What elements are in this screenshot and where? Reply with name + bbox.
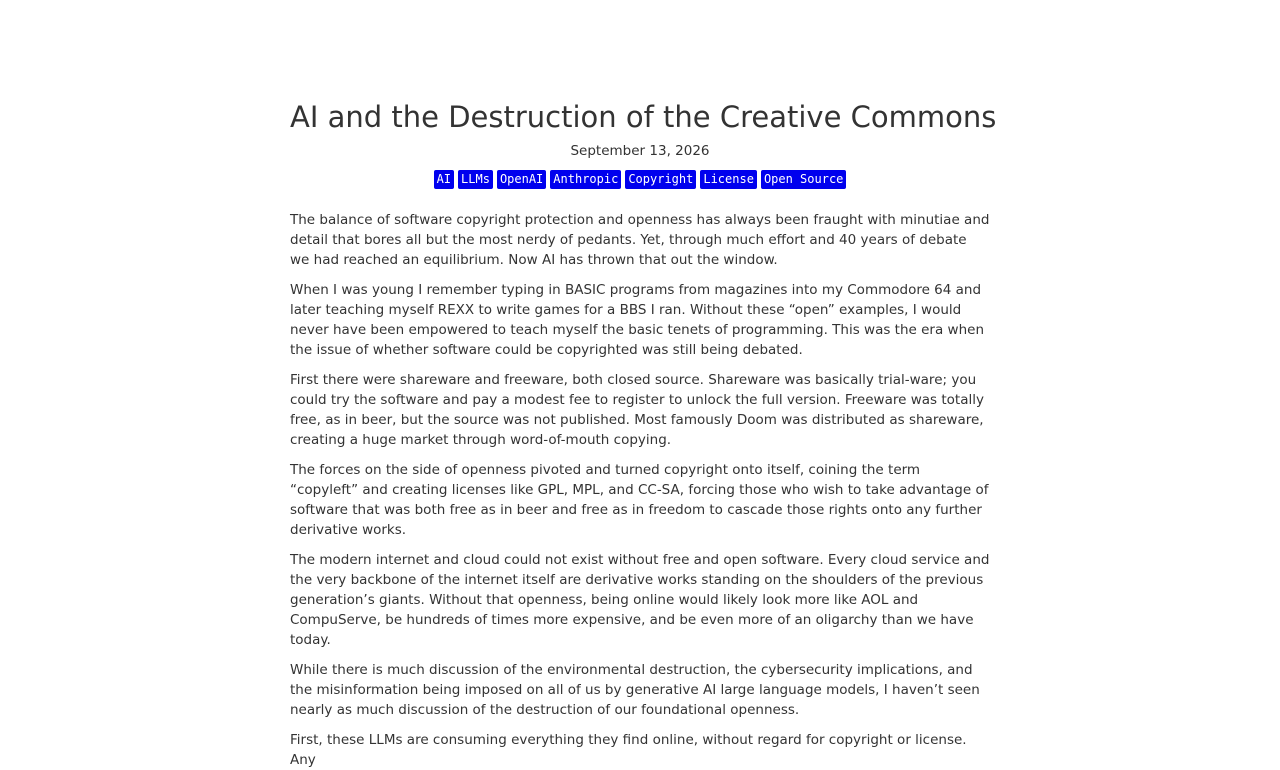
paragraph: The balance of software copyright protection and openness has always been fraught with minutiae and detail that bores all but the most nerdy of pedants. Yet, through much effort and 40 years of debate we had reached an equilibrium. Now AI has thrown that out the window. bbox=[290, 212, 990, 268]
paragraph: When I was young I remember typing in BASIC programs from magazines into my Commodore 64 and later teaching myself REXX to write games for a BBS I ran. Without these “open” examples, I would never have been empowered to teach myself the basic tenets of programming. This was the era when the issue of whether software could be copyrighted was still being debated. bbox=[290, 282, 984, 358]
paragraph: First, these LLMs are consuming everything they find online, without regard for copyright or license. Any bbox=[290, 732, 967, 768]
article bbox=[290, 0, 997, 770]
tag-anthropic[interactable]: Anthropic bbox=[550, 170, 621, 189]
tag-list bbox=[290, 170, 990, 189]
article-title: AI and the Destruction of the Creative Commons bbox=[290, 100, 997, 134]
article-date: September 13, 2026 bbox=[570, 143, 710, 159]
tag-llms[interactable]: LLMs bbox=[458, 170, 493, 189]
tag-ai[interactable]: AI bbox=[434, 170, 454, 189]
tag-license[interactable]: License bbox=[700, 170, 757, 189]
tag-copyright[interactable]: Copyright bbox=[625, 170, 696, 189]
paragraph: While there is much discussion of the environmental destruction, the cybersecurity implications, and the misinformation being imposed on all of us by generative AI large language models, I haven’t seen nearly as much discussion of the destruction of our foundational openness. bbox=[290, 662, 980, 718]
tag-openai[interactable]: OpenAI bbox=[497, 170, 546, 189]
tag-open-source[interactable]: Open Source bbox=[761, 170, 846, 189]
paragraph: First there were shareware and freeware, both closed source. Shareware was basically trial-ware; you could try the software and pay a modest fee to register to unlock the full version. Freeware was totally free, as in beer, but the source was not published. Most famously Doom was distributed as shareware, creating a huge market through word-of-mouth copying. bbox=[290, 372, 984, 448]
article-body bbox=[290, 210, 990, 770]
paragraph: The modern internet and cloud could not exist without free and open software. Every cloud service and the very backbone of the internet itself are derivative works standing on the shoulders of the previous generation’s giants. Without that openness, being online would likely look more like AOL and CompuServe, be hundreds of times more expensive, and be even more of an oligarchy than we have today. bbox=[290, 552, 990, 648]
paragraph: The forces on the side of openness pivoted and turned copyright onto itself, coining the term “copyleft” and creating licenses like GPL, MPL, and CC-SA, forcing those who wish to take advantage of software that was both free as in beer and free as in freedom to cascade those rights onto any further derivative works. bbox=[290, 462, 989, 538]
